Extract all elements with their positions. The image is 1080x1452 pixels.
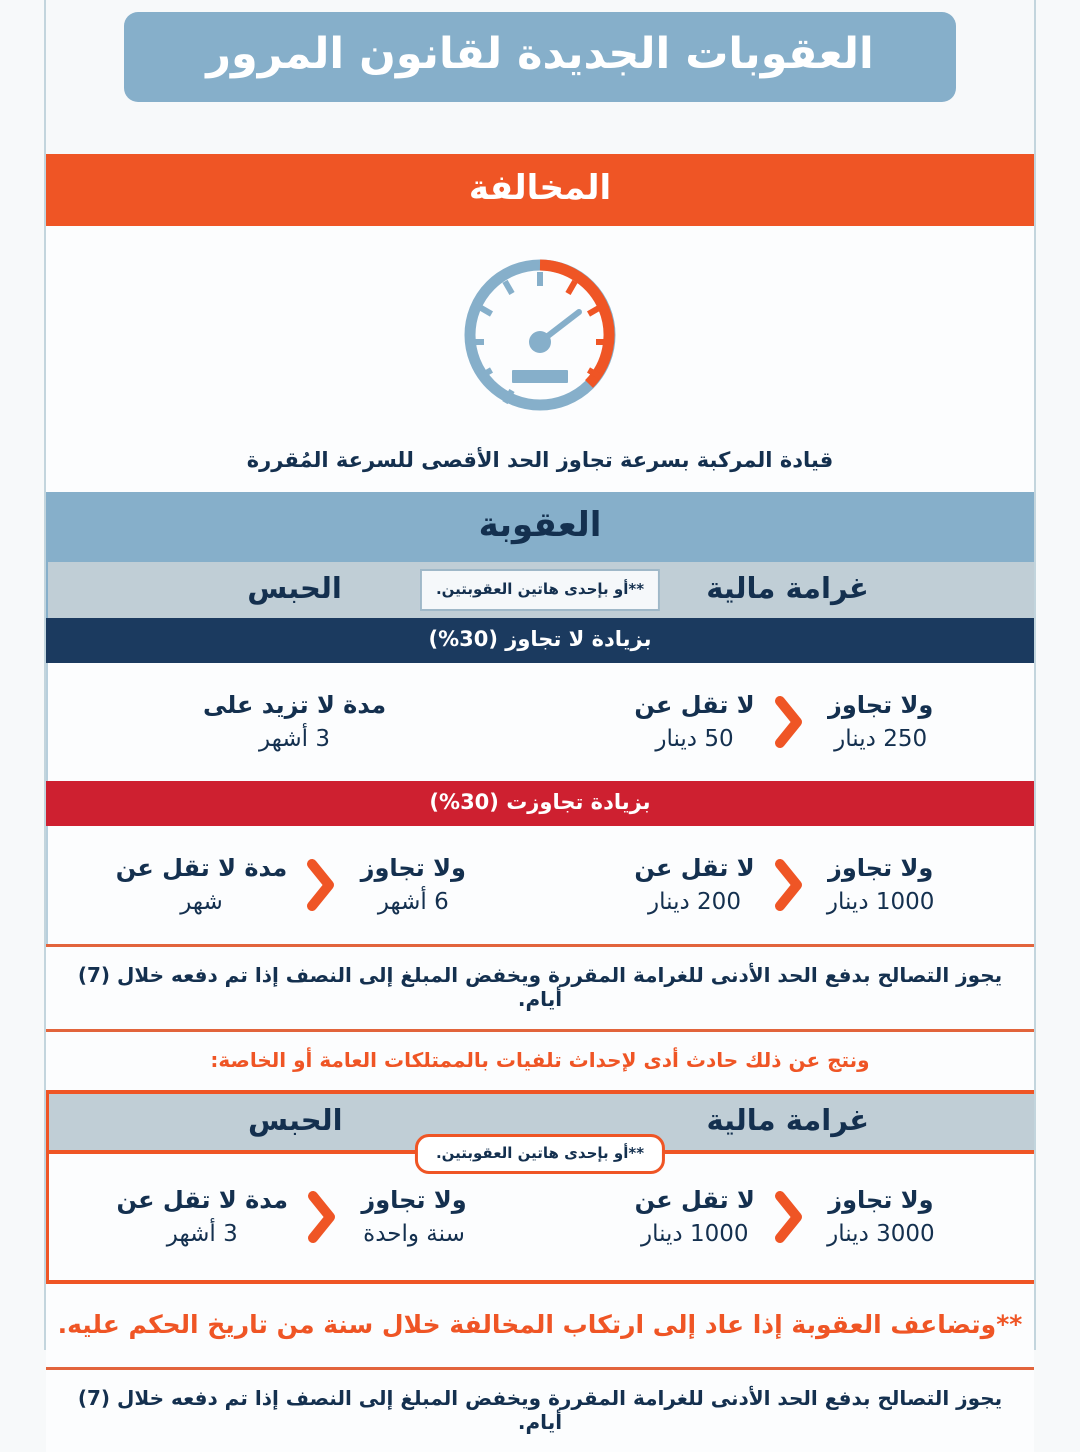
damage-fine-max: [821, 1183, 941, 1251]
tier1-imprisonment-cell: [46, 663, 541, 781]
tier1-imprisonment-label: مدة لا تزيد على: [202, 690, 387, 719]
tier2-imprisonment-min-value: شهر: [180, 888, 223, 915]
column-header-imprisonment: الحبس: [46, 562, 541, 618]
violation-band: المخالفة: [46, 154, 1034, 226]
chevron-right-icon: [771, 1190, 805, 1244]
title-banner: [124, 12, 956, 102]
tier-banner-over-30: بزيادة تجاوزت (30%): [46, 781, 1034, 826]
content-column: [46, 0, 1034, 1434]
tier2-fine-min-label: لا تقل عن: [634, 853, 755, 882]
penalty-band: العقوبة: [46, 492, 1034, 562]
tier2-imprisonment-min-label: مدة لا تقل عن: [115, 853, 288, 882]
penalty-column-headers: [46, 562, 1034, 618]
tier2-imprisonment-max-label: ولا تجاوز: [360, 853, 466, 882]
column-header-fine: غرامة مالية: [706, 571, 869, 605]
damage-row-wrapper: [46, 1144, 1034, 1280]
chevron-right-icon: [771, 858, 805, 912]
damage-imprisonment-min: [116, 1183, 288, 1251]
damage-fine-max-value: 3000 دينار: [827, 1220, 935, 1247]
right-rail: [1034, 0, 1036, 1350]
damage-imprisonment-max-label: ولا تجاوز: [361, 1185, 467, 1214]
tier2-fine-cell: [541, 826, 1034, 944]
damage-column-header-imprisonment: الحبس: [46, 1094, 542, 1150]
damage-column-header-fine: غرامة مالية: [706, 1103, 870, 1137]
chevron-right-icon: [771, 695, 805, 749]
chevron-right-icon: [304, 1190, 338, 1244]
damage-fine-max-label: ولا تجاوز: [828, 1185, 934, 1214]
damage-imprisonment-min-value: 3 أشهر: [166, 1220, 238, 1247]
tier1-fine-min-label: لا تقل عن: [634, 690, 755, 719]
tier2-fine-max-value: 1000 دينار: [826, 888, 935, 915]
damage-fine-min-value: 1000 دينار: [640, 1220, 749, 1247]
or-note-badge: **أو بإحدى هاتين العقوبتين.: [420, 569, 660, 611]
settlement-note-1: يجوز التصالح بدفع الحد الأدنى للغرامة المقررة ويخفض المبلغ إلى النصف إذا تم دفعه خلال (7) أيام.: [46, 947, 1034, 1029]
damage-imprisonment-min-label: مدة لا تقل عن: [116, 1185, 289, 1214]
tier2-imprisonment-cell: [46, 826, 541, 944]
tier2-fine-max: [821, 851, 941, 919]
tier1-imprisonment: [203, 688, 386, 756]
damage-imprisonment-max-value: سنة واحدة: [363, 1220, 465, 1247]
damage-fine-min-label: لا تقل عن: [634, 1185, 755, 1214]
tier2-fine-min-value: 200 دينار: [648, 888, 741, 915]
damage-fine-min: [635, 1183, 755, 1251]
tier1-fine-max: [821, 688, 941, 756]
damage-imprisonment-max: [354, 1183, 474, 1251]
tier1-fine-min-value: 50 دينار: [655, 725, 734, 752]
tier1-fine-cell: [541, 663, 1034, 781]
violation-description: قيادة المركبة بسرعة تجاوز الحد الأقصى للسرعة المُقررة: [246, 448, 834, 472]
tier1-fine-max-value: 250 دينار: [834, 725, 928, 752]
tier2-imprisonment-max-value: 6 أشهر: [377, 888, 449, 915]
chevron-right-icon: [303, 858, 337, 912]
tier2-fine-min: [634, 851, 754, 919]
tier2-fine-max-label: ولا تجاوز: [828, 853, 934, 882]
tier2-imprisonment-min: [116, 851, 288, 919]
tier-row-under-30: [46, 663, 1034, 781]
tier-banner-under-30: بزيادة لا تجاوز (30%): [46, 618, 1034, 663]
tier1-imprisonment-value: 3 أشهر: [259, 725, 330, 752]
violation-box: [46, 226, 1034, 492]
title-area: [46, 0, 1034, 102]
repeat-offense-note: **وتضاعف العقوبة إذا عاد إلى ارتكاب المخالفة خلال سنة من تاريخ الحكم عليه.: [46, 1284, 1034, 1367]
tier1-fine-max-label: ولا تجاوز: [828, 690, 934, 719]
settlement-note-2: يجوز التصالح بدفع الحد الأدنى للغرامة المقررة ويخفض المبلغ إلى النصف إذا تم دفعه خلال (7) أيام.: [46, 1370, 1034, 1452]
speedometer-icon: [455, 250, 625, 420]
tier1-fine-min: [634, 688, 754, 756]
page-title: العقوبات الجديدة لقانون المرور: [206, 28, 874, 79]
tier-row-over-30: [46, 826, 1034, 944]
tier2-imprisonment-max: [353, 851, 473, 919]
damage-or-note-badge: **أو بإحدى هاتين العقوبتين.: [415, 1134, 665, 1174]
damage-intro-note: ونتج عن ذلك حادث أدى لإحداث تلفيات بالممتلكات العامة أو الخاصة:: [46, 1032, 1034, 1090]
